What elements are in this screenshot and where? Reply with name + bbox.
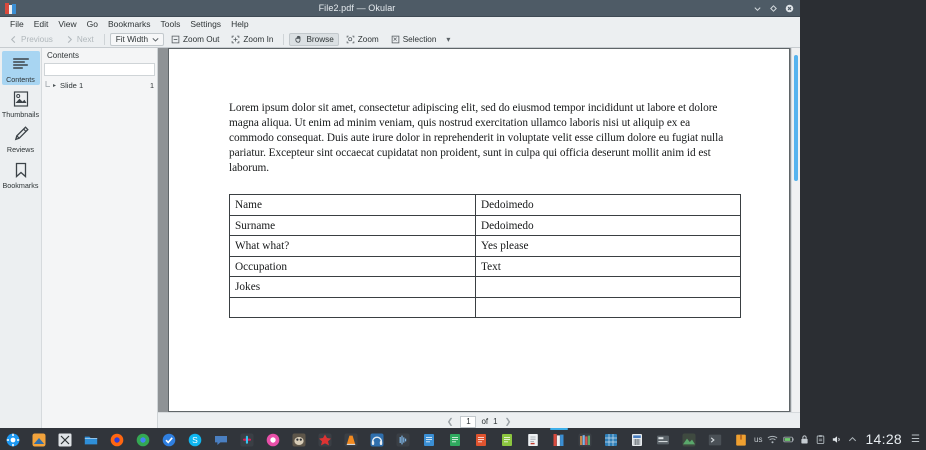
menu-file[interactable]: File bbox=[10, 19, 24, 29]
zoom-out-label: Zoom Out bbox=[183, 35, 220, 44]
chevron-down-icon bbox=[151, 35, 160, 44]
taskbar-item-image-viewer[interactable] bbox=[26, 428, 52, 450]
zoom-mode-value: Fit Width bbox=[115, 35, 149, 44]
browse-tool-button[interactable] bbox=[289, 33, 338, 46]
table-cell-label: Name bbox=[230, 195, 476, 216]
taskbar-item-audio-app[interactable] bbox=[364, 428, 390, 450]
table-cell-label: What what? bbox=[230, 236, 476, 257]
landscape-viewer-icon bbox=[682, 433, 696, 447]
taskbar-item-todoist[interactable] bbox=[156, 428, 182, 450]
sidebar-item-thumbnails[interactable] bbox=[2, 86, 40, 120]
zoom-out-icon bbox=[171, 35, 180, 44]
selection-icon bbox=[391, 35, 400, 44]
bookmarks-icon bbox=[11, 160, 31, 180]
browse-tool-label: Browse bbox=[306, 35, 334, 44]
next-page-label: Next bbox=[76, 35, 94, 44]
contents-panel-title: Contents bbox=[42, 48, 157, 63]
volume-icon[interactable] bbox=[831, 434, 842, 445]
wifi-icon[interactable] bbox=[767, 434, 778, 445]
vertical-scrollbar[interactable] bbox=[791, 48, 800, 412]
terminal-icon bbox=[708, 433, 722, 447]
taskbar-item-spreadsheet[interactable] bbox=[442, 428, 468, 450]
zoom-tool-label: Zoom bbox=[357, 35, 379, 44]
taskbar-item-krita[interactable] bbox=[312, 428, 338, 450]
table-row bbox=[230, 215, 741, 236]
system-tray bbox=[754, 431, 926, 447]
taskbar-item-calculator[interactable] bbox=[624, 428, 650, 450]
taskbar-item-slack[interactable] bbox=[234, 428, 260, 450]
close-icon[interactable] bbox=[785, 4, 794, 13]
taskbar-item-okular[interactable] bbox=[546, 428, 572, 450]
pager-next-icon[interactable]: ❯ bbox=[504, 417, 512, 426]
hamburger-icon[interactable]: ☰ bbox=[911, 433, 920, 445]
keyboard-layout-indicator[interactable]: us bbox=[754, 434, 763, 444]
slack-icon bbox=[240, 433, 254, 447]
menu-bookmarks[interactable]: Bookmarks bbox=[107, 19, 151, 29]
taskbar-item-plasma-launcher[interactable] bbox=[0, 428, 26, 450]
list-item-label: Slide 1 bbox=[60, 81, 84, 90]
window-controls bbox=[753, 4, 794, 13]
sidebar-item-contents[interactable] bbox=[2, 51, 40, 85]
taskbar-item-gimp[interactable] bbox=[286, 428, 312, 450]
plasma-launcher-icon bbox=[6, 433, 20, 447]
document-paragraph: Lorem ipsum dolor sit amet, consectetur adipiscing elit, sed do eiusmod tempor incididunt ut labore et dolore magna aliqua. Ut enim ad minim veniam, quis nostrud exercitation ullamco laboris nisi ut aliquip ex ea commodo consequat. Duis aute irure dolor in reprehenderit in voluptate velit esse cillum dolore eu fugiat nulla pariatur. Excepteur sint occaecat cupidatat non proident, sunt in culpa qui officia deserunt mollit anim id est laborum. bbox=[229, 102, 724, 175]
table-cell-value bbox=[476, 277, 741, 298]
calibre-icon bbox=[578, 433, 592, 447]
image-viewer-icon bbox=[32, 433, 46, 447]
contents-filter-input[interactable] bbox=[44, 63, 155, 76]
taskbar-item-media-tool[interactable] bbox=[650, 428, 676, 450]
list-item-page: 1 bbox=[150, 81, 154, 90]
taskbar-clock[interactable]: 14:28 bbox=[865, 431, 902, 447]
zoom-mode-combobox[interactable] bbox=[110, 33, 164, 46]
text-editor-icon bbox=[422, 433, 436, 447]
taskbar-item-terminal[interactable] bbox=[702, 428, 728, 450]
music-icon bbox=[266, 433, 280, 447]
file-manager-icon bbox=[84, 433, 98, 447]
selection-tool-button[interactable] bbox=[386, 33, 442, 46]
thumbnails-icon bbox=[11, 89, 31, 109]
calculator-icon bbox=[630, 433, 644, 447]
taskbar-item-chat[interactable] bbox=[208, 428, 234, 450]
sidebar-item-reviews-label: Reviews bbox=[6, 145, 35, 155]
menu-edit[interactable]: Edit bbox=[33, 19, 49, 29]
table-cell-value: Text bbox=[476, 256, 741, 277]
pager-total-label: 1 bbox=[493, 417, 498, 426]
taskbar-item-music[interactable] bbox=[260, 428, 286, 450]
taskbar-item-audacity[interactable] bbox=[390, 428, 416, 450]
document-viewer bbox=[158, 48, 800, 428]
main-area bbox=[0, 48, 800, 428]
menu-help[interactable]: Help bbox=[231, 19, 249, 29]
table-cell-value: Dedoimedo bbox=[476, 215, 741, 236]
spreadsheet-icon bbox=[448, 433, 462, 447]
battery-icon[interactable] bbox=[783, 434, 794, 445]
taskbar-item-xterm[interactable] bbox=[52, 428, 78, 450]
chevron-right-icon bbox=[65, 35, 74, 44]
contents-tree bbox=[42, 79, 157, 428]
sidebar-item-reviews[interactable] bbox=[2, 121, 40, 155]
table-cell-value: Yes please bbox=[476, 236, 741, 257]
selection-tool-label: Selection bbox=[402, 35, 437, 44]
taskbar-item-drawing[interactable] bbox=[494, 428, 520, 450]
toolbar-overflow-icon[interactable]: ▾ bbox=[446, 35, 451, 44]
taskbar-item-landscape-viewer[interactable] bbox=[676, 428, 702, 450]
page-content bbox=[169, 49, 789, 318]
taskbar-item-firefox[interactable] bbox=[104, 428, 130, 450]
okular-icon bbox=[4, 2, 17, 15]
audacity-icon bbox=[396, 433, 410, 447]
navigation-rail bbox=[0, 48, 42, 428]
taskbar-item-skype[interactable] bbox=[182, 428, 208, 450]
maximize-icon[interactable] bbox=[769, 4, 778, 13]
sidebar-item-bookmarks[interactable] bbox=[2, 157, 40, 191]
contents-panel bbox=[42, 48, 158, 428]
gimp-icon bbox=[292, 433, 306, 447]
firefox-icon bbox=[110, 433, 124, 447]
table-cell-label: Jokes bbox=[230, 277, 476, 298]
taskbar-item-vlc[interactable] bbox=[338, 428, 364, 450]
skype-icon bbox=[188, 433, 202, 447]
page-number-input[interactable]: 1 bbox=[460, 416, 476, 428]
previous-page-button[interactable] bbox=[4, 33, 58, 46]
menu-bar bbox=[0, 17, 800, 32]
expand-arrow-icon[interactable]: ▸ bbox=[52, 83, 56, 89]
vlc-icon bbox=[344, 433, 358, 447]
magnifier-icon bbox=[346, 35, 355, 44]
taskbar-item-presentation[interactable] bbox=[468, 428, 494, 450]
menu-go[interactable]: Go bbox=[86, 19, 98, 29]
sidebar-item-contents-label: Contents bbox=[6, 75, 35, 84]
table-row bbox=[230, 195, 741, 216]
table-cell-label: Surname bbox=[230, 215, 476, 236]
zoom-in-icon bbox=[231, 35, 240, 44]
taskbar-item-reader[interactable] bbox=[520, 428, 546, 450]
table-row bbox=[230, 236, 741, 257]
svg-text:S: S bbox=[192, 434, 198, 445]
pager-previous-icon[interactable]: ❮ bbox=[446, 417, 454, 426]
next-page-button[interactable] bbox=[60, 33, 99, 46]
hand-icon bbox=[294, 35, 303, 44]
chevron-left-icon bbox=[9, 35, 18, 44]
clipboard-icon[interactable] bbox=[815, 434, 826, 445]
zoom-in-button[interactable] bbox=[226, 33, 278, 46]
taskbar-item-chrome[interactable] bbox=[130, 428, 156, 450]
window-title: File2.pdf — Okular bbox=[318, 3, 396, 13]
toolbar-separator bbox=[104, 34, 105, 45]
media-tool-icon bbox=[656, 433, 670, 447]
reader-icon bbox=[526, 433, 540, 447]
taskbar-item-archive-tool[interactable] bbox=[728, 428, 754, 450]
minimize-icon[interactable] bbox=[753, 4, 762, 13]
table-cell-value: Dedoimedo bbox=[476, 195, 741, 216]
active-window-indicator bbox=[550, 428, 568, 430]
archive-tool-icon bbox=[734, 433, 748, 447]
taskbar-item-text-editor[interactable] bbox=[416, 428, 442, 450]
reviews-icon bbox=[11, 124, 31, 144]
krita-icon bbox=[318, 433, 332, 447]
page-scroll-area bbox=[158, 48, 800, 412]
chat-icon bbox=[214, 433, 228, 447]
taskbar bbox=[0, 428, 920, 450]
taskbar-item-calibre[interactable] bbox=[572, 428, 598, 450]
drawing-icon bbox=[500, 433, 514, 447]
sidebar-item-bookmarks-label: Bookmarks bbox=[2, 180, 39, 190]
table-row bbox=[230, 256, 741, 277]
table-row bbox=[230, 277, 741, 298]
list-item[interactable] bbox=[42, 80, 157, 91]
pdf-page bbox=[168, 48, 790, 412]
xterm-icon bbox=[58, 433, 72, 447]
chrome-icon bbox=[136, 433, 150, 447]
vertical-scrollbar-thumb[interactable] bbox=[794, 55, 798, 181]
tree-elbow-icon bbox=[44, 81, 51, 90]
audio-app-icon bbox=[370, 433, 384, 447]
sidebar-item-thumbnails-label: Thumbnails bbox=[1, 110, 40, 120]
zoom-out-button[interactable] bbox=[166, 33, 224, 46]
show-hidden-icon[interactable] bbox=[847, 434, 858, 445]
table-cell-value bbox=[476, 297, 741, 318]
taskbar-item-spreadsheet-2[interactable] bbox=[598, 428, 624, 450]
taskbar-item-file-manager[interactable] bbox=[78, 428, 104, 450]
main-toolbar bbox=[0, 32, 800, 48]
todoist-icon bbox=[162, 433, 176, 447]
table-row bbox=[230, 297, 741, 318]
contents-icon bbox=[11, 54, 31, 74]
table-cell-label: Occupation bbox=[230, 256, 476, 277]
menu-settings[interactable]: Settings bbox=[190, 19, 222, 29]
previous-page-label: Previous bbox=[21, 35, 53, 44]
okular-icon bbox=[552, 433, 566, 447]
taskbar-app-list bbox=[0, 428, 754, 450]
toolbar-separator-2 bbox=[283, 34, 284, 45]
menu-view[interactable]: View bbox=[58, 19, 77, 29]
document-table bbox=[229, 194, 741, 318]
spreadsheet-2-icon bbox=[604, 433, 618, 447]
lock-icon[interactable] bbox=[799, 434, 810, 445]
menu-tools[interactable]: Tools bbox=[160, 19, 181, 29]
title-bar bbox=[0, 0, 800, 17]
zoom-tool-button[interactable] bbox=[341, 33, 384, 46]
zoom-in-label: Zoom In bbox=[243, 35, 274, 44]
table-cell-label bbox=[230, 297, 476, 318]
pager-of-label: of bbox=[481, 417, 489, 426]
presentation-icon bbox=[474, 433, 488, 447]
